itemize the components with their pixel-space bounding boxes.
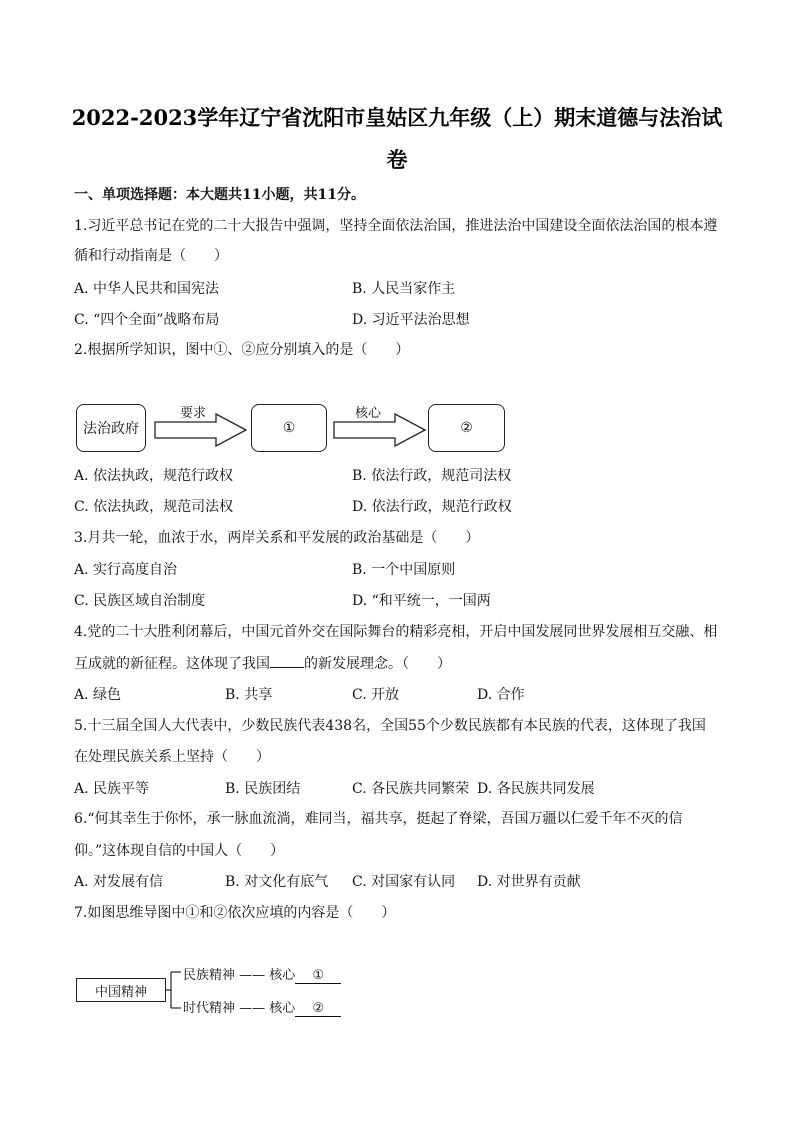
q6-stem-line1: 6.“何其幸生于你怀，承一脉血流淌，难同当，福共享，挺起了脊梁，吾国万疆以仁爱千年不灭的信	[74, 811, 683, 827]
q3-options-row1	[74, 561, 734, 579]
branch1-label: 民族精神	[183, 968, 236, 983]
exam-title-line2: 卷	[386, 147, 408, 172]
diagram-box-rule-of-law-gov	[76, 404, 146, 452]
box-label: ②	[460, 420, 473, 436]
q2-option-d: D. 依法行政，规范行政权	[352, 499, 512, 515]
q1-options-row1	[74, 280, 734, 298]
q2-stem: 2.根据所学知识，图中①、②应分别填入的是（ ）	[74, 342, 410, 358]
q1-option-d: D. 习近平法治思想	[352, 312, 470, 328]
branch2-label: 时代精神	[183, 1001, 236, 1016]
q4-option-b: B. 共享	[225, 687, 273, 703]
q4-option-a: A. 绿色	[74, 687, 122, 703]
q4-option-d: D. 合作	[477, 687, 525, 703]
q3-option-d: D. “和平统一，一国两	[352, 593, 491, 609]
arrow-label-core: 核心	[355, 406, 382, 421]
branch1-dash: ——	[239, 968, 266, 983]
q7-stem: 7.如图思维导图中①和②依次应填的内容是（ ）	[74, 905, 396, 921]
q6-option-c: C. 对国家有认同	[352, 874, 456, 890]
q4-fill-blank	[270, 654, 304, 668]
q2-option-b: B. 依法行政，规范司法权	[352, 468, 512, 484]
q5-stem-line2: 在处理民族关系上坚持（ ）	[74, 749, 270, 765]
q1-stem-line1: 1.习近平总书记在党的二十大报告中强调，坚持全面依法治国，推进法治中国建设全面依法治国的根本遵	[74, 218, 718, 234]
mindmap-branch2	[183, 997, 341, 1017]
q1-option-a: A. 中华人民共和国宪法	[74, 281, 220, 297]
q1-option-b: B. 人民当家作主	[352, 281, 456, 297]
mindmap-branch1	[183, 964, 341, 984]
arrow-label-require: 要求	[180, 406, 207, 421]
q4-stem-line1: 4.党的二十大胜利闭幕后，中国元首外交在国际舞台的精彩亮相，开启中国发展同世界发展相互交融、相	[74, 624, 718, 640]
q5-option-d: D. 各民族共同发展	[477, 781, 595, 797]
q3-option-b: B. 一个中国原则	[352, 562, 456, 578]
q4-stem-part2: 的新发展理念。（ ）	[304, 656, 451, 672]
q3-option-c: C. 民族区域自治制度	[74, 593, 206, 609]
exam-title-line1: 2022-2023学年辽宁省沈阳市皇姑区九年级（上）期末道德与法治试	[71, 105, 723, 130]
mindmap-root-box	[76, 978, 166, 1002]
q2-option-c: C. 依法执政，规范司法权	[74, 499, 234, 515]
q3-option-a: A. 实行高度自治	[74, 562, 178, 578]
q5-option-b: B. 民族团结	[225, 781, 301, 797]
diagram-box-blank2	[428, 404, 505, 452]
q6-option-b: B. 对文化有底气	[225, 874, 329, 890]
branch2-dash: ——	[239, 1001, 266, 1016]
q1-option-c: C. “四个全面”战略布局	[74, 312, 220, 328]
box-label: 法治政府	[83, 421, 139, 437]
q5-option-c: C. 各民族共同繁荣	[352, 781, 470, 797]
branch2-blank: ②	[295, 1001, 341, 1017]
q6-options-row	[74, 873, 734, 891]
q6-option-a: A. 对发展有信	[74, 874, 164, 890]
q6-stem-line2: 仰。”这体现自信的中国人（ ）	[74, 843, 285, 859]
mindmap-root-label: 中国精神	[94, 984, 147, 1000]
branch2-core-label: 核心	[269, 1001, 296, 1016]
q1-options-row2	[74, 311, 734, 329]
diagram-box-blank1	[251, 404, 327, 452]
q6-option-d: D. 对世界有贡献	[477, 874, 581, 890]
section-heading: 一、单项选择题：本大题共11小题，共11分。	[74, 187, 365, 203]
q4-stem-line2	[74, 654, 451, 673]
q5-stem-line1: 5.十三届全国人大代表中，少数民族代表438名，全国55个少数民族都有本民族的代表，这体现了我国	[74, 718, 706, 734]
branch1-core-label: 核心	[269, 968, 296, 983]
q1-stem-line2: 循和行动指南是（ ）	[74, 248, 228, 264]
q5-option-a: A. 民族平等	[74, 781, 150, 797]
q4-stem-part1: 互成就的新征程。这体现了我国	[74, 656, 270, 672]
mindmap-connector	[166, 968, 182, 1014]
q2-options-row1	[74, 467, 734, 485]
box-label: ①	[282, 420, 296, 436]
q3-options-row2	[74, 592, 734, 610]
q2-options-row2	[74, 498, 734, 516]
branch1-blank: ①	[295, 968, 341, 984]
q4-options-row	[74, 686, 734, 704]
q3-stem: 3.月共一轮，血浓于水，两岸关系和平发展的政治基础是（ ）	[74, 530, 480, 546]
q5-options-row	[74, 780, 734, 798]
q4-option-c: C. 开放	[352, 687, 400, 703]
q2-option-a: A. 依法执政，规范行政权	[74, 468, 234, 484]
